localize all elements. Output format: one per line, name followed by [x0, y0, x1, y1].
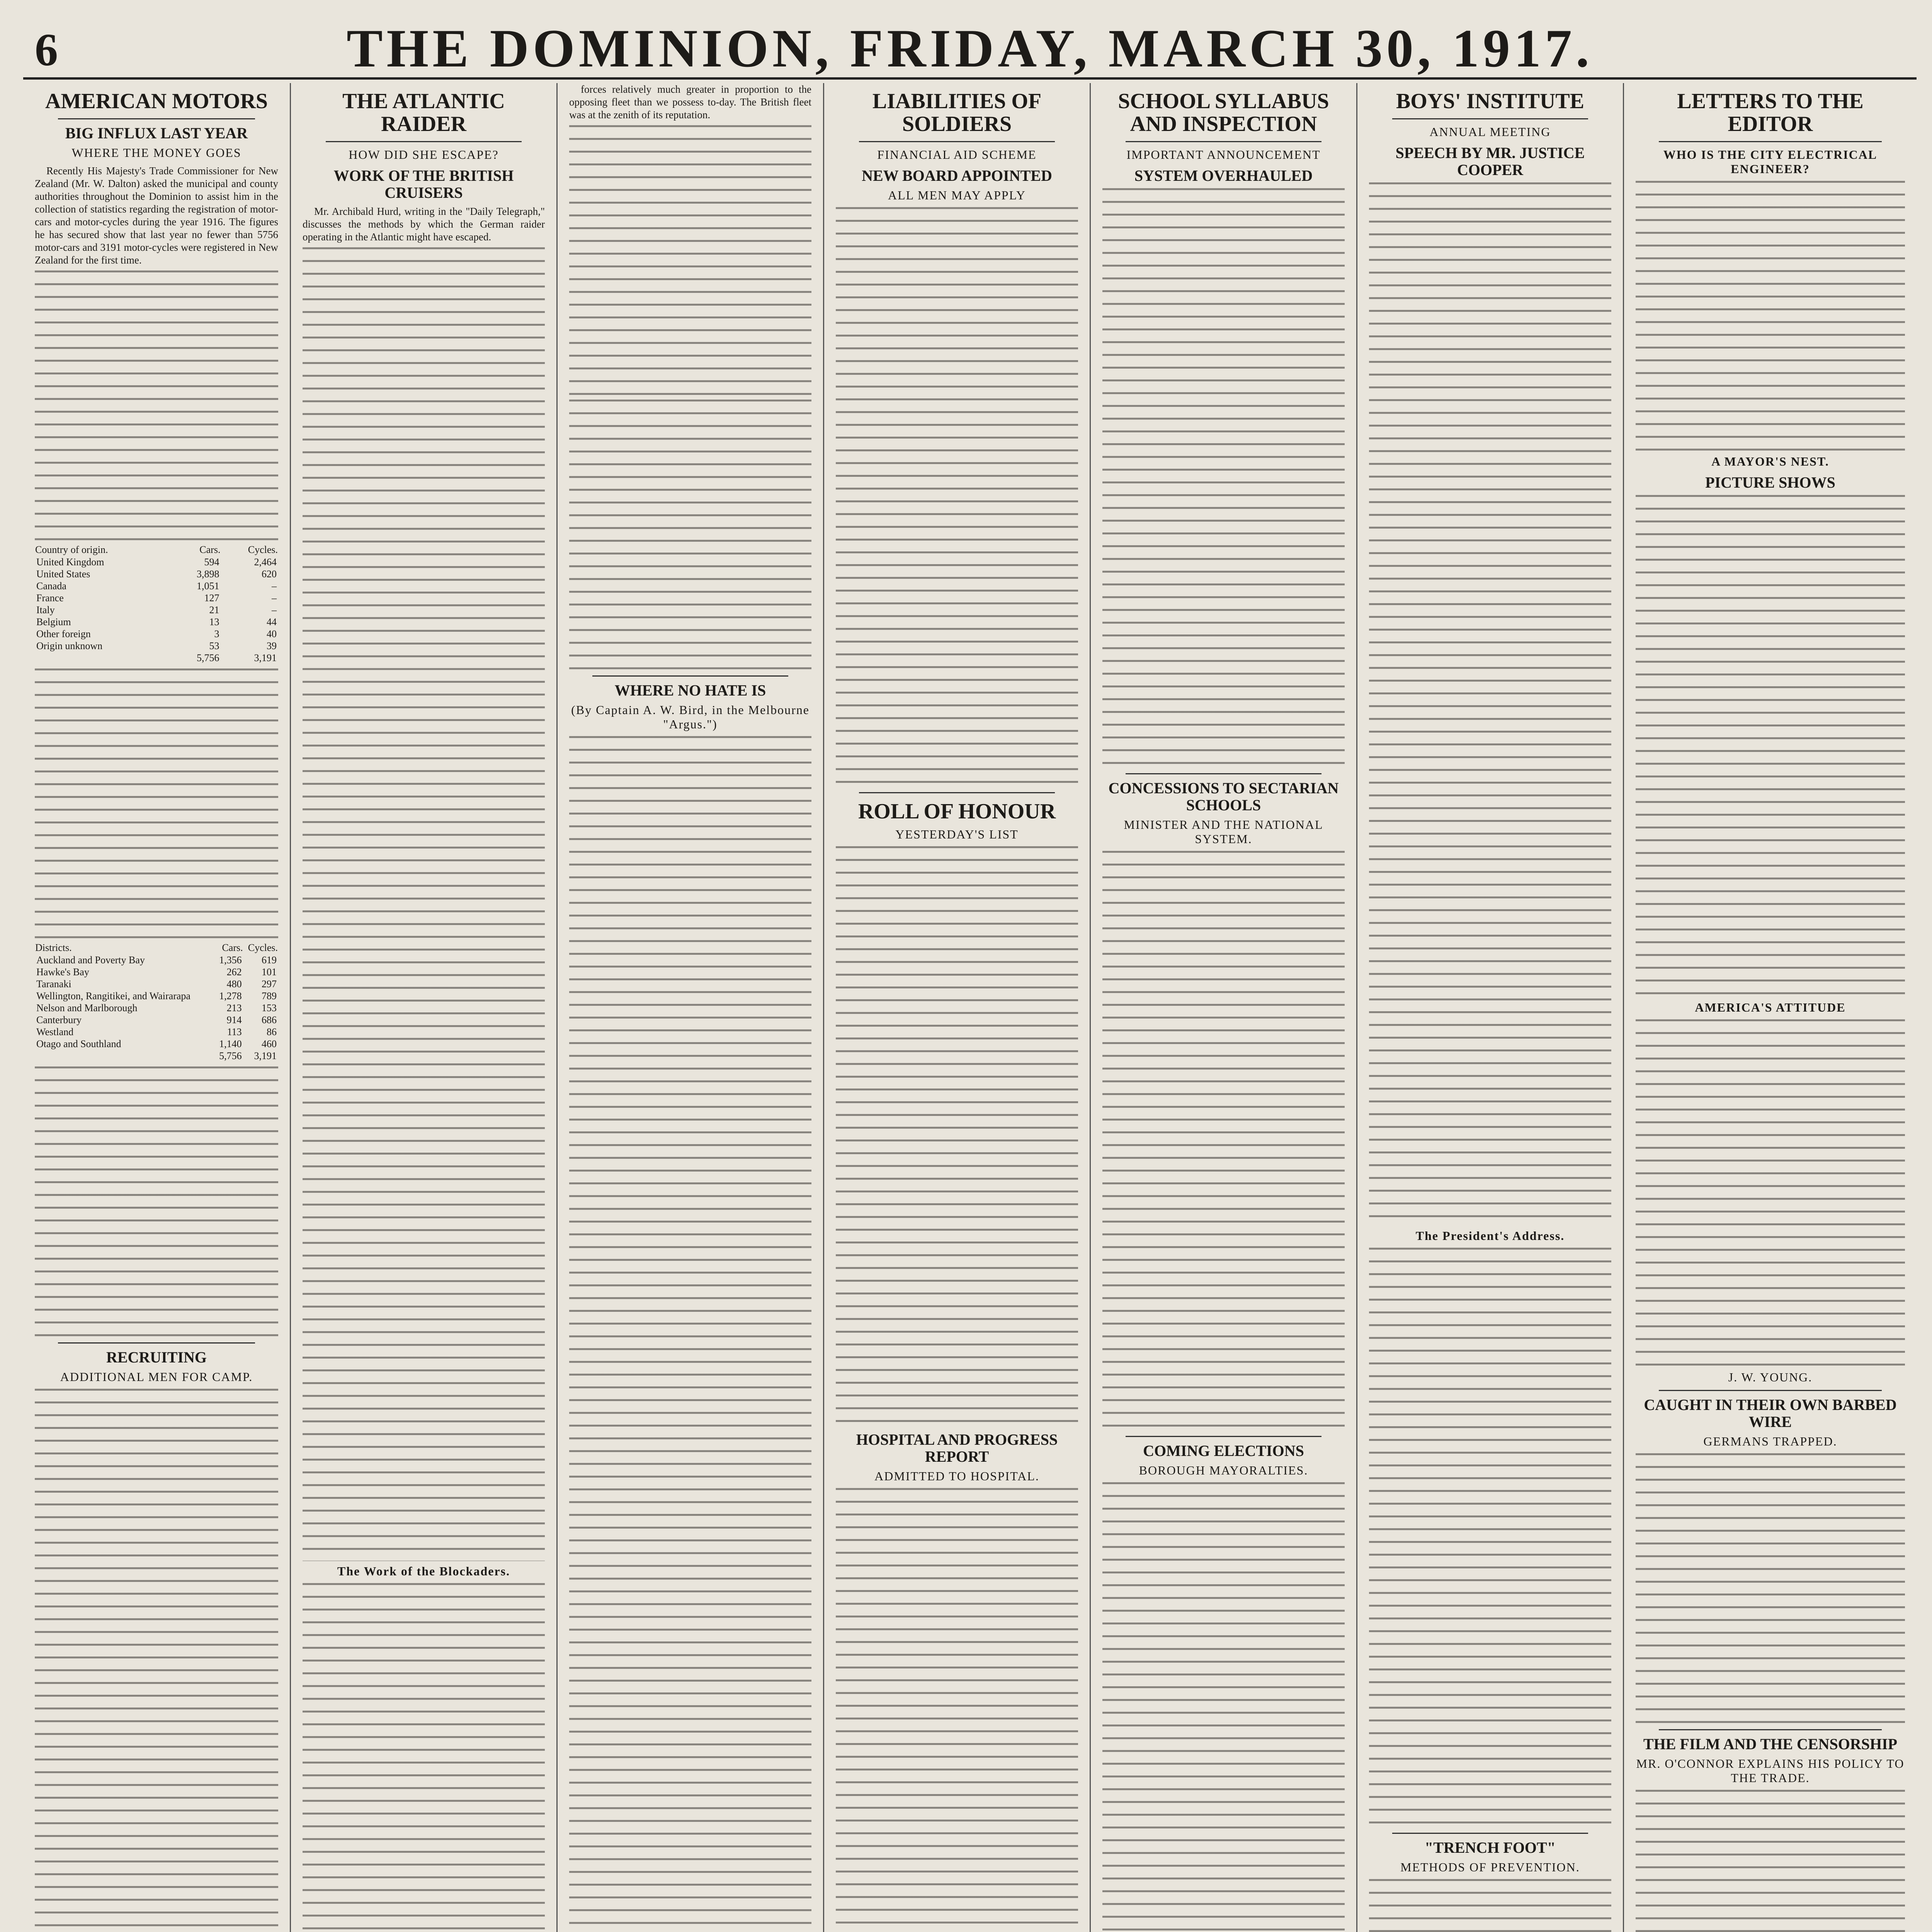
article-body [1369, 1879, 1611, 1932]
column-liabilities-of-soldiers [823, 83, 1090, 1932]
column-school-syllabus [1090, 83, 1356, 1932]
divider [859, 792, 1055, 793]
subheadline: METHODS OF PREVENTION. [1400, 1860, 1580, 1874]
subheadline: SPEECH BY MR. JUSTICE COOPER [1395, 144, 1585, 179]
table-row: Wellington, Rangitikei, and Wairarapa 1,278 789 [36, 990, 277, 1002]
article-body [1102, 851, 1345, 1430]
columns [23, 83, 1917, 1932]
table-row: Westland 113 86 [36, 1026, 277, 1037]
table-row: United States 3,898 620 [36, 568, 277, 580]
divider [1392, 1833, 1588, 1834]
subheadline: WORK OF THE BRITISH CRUISERS [333, 167, 514, 201]
table-row: Canterbury 914 686 [36, 1014, 277, 1026]
table-header: Country of origin. Cars. Cycles. [35, 544, 278, 555]
headline: THE ATLANTIC RAIDER [342, 89, 505, 136]
subheadline: WHERE THE MONEY GOES [71, 145, 242, 160]
table-row: Hawke's Bay 262 101 [36, 966, 277, 978]
letter-title: WHO IS THE CITY ELECTRICAL ENGINEER? [1663, 147, 1878, 176]
article-body [1369, 1248, 1611, 1827]
divider [58, 1342, 255, 1344]
article-intro: Recently His Majesty's Trade Commissioner for New Zealand (Mr. W. Dalton) asked the municipal and county authorities throughout the Dominion to assist him in the collection of statistics regarding the registration of motor-cars and motor-cycles during the year 1916. The figures he has secured show that last year no fewer than 5756 motor-cars and 3191 motor-cycles were registered in New Zealand for the first time. [35, 165, 278, 266]
divider [1392, 118, 1588, 119]
headline: SCHOOL SYLLABUS AND INSPECTION [1118, 89, 1329, 136]
article-body [569, 125, 811, 396]
headline: BOYS' INSTITUTE [1396, 89, 1585, 113]
article-intro: Mr. Archibald Hurd, writing in the "Daily Telegraph," discusses the methods by which the German raider operating in the Atlantic might have escaped. [303, 205, 545, 243]
article-body [1636, 1790, 1905, 1932]
divider [1126, 1436, 1321, 1437]
letter-body [1636, 495, 1905, 997]
headline: COMING ELECTIONS [1143, 1442, 1304, 1459]
divider [58, 118, 255, 119]
subheadline: MINISTER AND THE NATIONAL SYSTEM. [1124, 817, 1323, 846]
masthead [23, 8, 1917, 80]
article-body [569, 400, 811, 670]
divider [1659, 141, 1882, 142]
section-heading: The President's Address. [1415, 1228, 1565, 1243]
column-letters-to-the-editor [1623, 83, 1917, 1932]
headline: "TRENCH FOOT" [1425, 1838, 1556, 1856]
table-total-row: 5,756 3,191 [219, 1050, 277, 1061]
article-body [1102, 1482, 1345, 1932]
headline: HOSPITAL AND PROGRESS REPORT [856, 1431, 1058, 1466]
headline: CAUGHT IN THEIR OWN BARBED WIRE [1644, 1396, 1897, 1430]
origin-table [35, 543, 278, 664]
section-heading: The Work of the Blockaders. [337, 1564, 510, 1578]
casualty-list [836, 846, 1078, 1426]
subheadline: NEW BOARD APPOINTED [862, 167, 1052, 184]
divider [859, 141, 1055, 142]
subheadline: ALL MEN MAY APPLY [888, 188, 1026, 202]
headline: ROLL OF HONOUR [858, 799, 1056, 823]
column-raider-continued [556, 83, 823, 1932]
headline: LIABILITIES OF SOLDIERS [872, 89, 1042, 136]
page-number: 6 [35, 24, 58, 75]
subheadline: GERMANS TRAPPED. [1703, 1434, 1837, 1448]
divider [1659, 1390, 1882, 1391]
article-body [35, 668, 278, 939]
table-row: Italy 21 – [36, 604, 277, 616]
table-row: United Kingdom 594 2,464 [36, 556, 277, 568]
article-body [1369, 182, 1611, 1226]
subheadline: BOROUGH MAYORALTIES. [1139, 1463, 1308, 1477]
subheadline: MR. O'CONNOR EXPLAINS HIS POLICY TO THE TRADE. [1636, 1756, 1905, 1785]
subheadline: ANNUAL MEETING [1429, 124, 1551, 139]
table-row: Belgium 13 44 [36, 616, 277, 628]
subheadline: ADMITTED TO HOSPITAL. [874, 1469, 1039, 1483]
article-body [836, 207, 1078, 787]
letter-title: AMERICA'S ATTITUDE [1695, 1000, 1846, 1014]
hospital-list [836, 1488, 1078, 1932]
subheadline: SYSTEM OVERHAULED [1134, 167, 1313, 184]
article-body [1636, 1453, 1905, 1724]
headline: CONCESSIONS TO SECTARIAN SCHOOLS [1108, 779, 1339, 814]
poem-body [569, 736, 811, 1932]
table-row: Taranaki 480 297 [36, 978, 277, 990]
column-atlantic-raider [290, 83, 556, 1932]
headline: RECRUITING [106, 1348, 207, 1366]
divider [1659, 1729, 1882, 1730]
article-text: forces relatively much greater in proportion to the opposing fleet than we possess to-day. The British fleet was at the zenith of its reputation. [569, 83, 811, 121]
headline: AMERICAN MOTORS [45, 89, 268, 113]
table-row: Canada 1,051 – [36, 580, 277, 592]
headline: LETTERS TO THE EDITOR [1677, 89, 1864, 136]
table-row: Otago and Southland 1,140 460 [36, 1038, 277, 1049]
subheadline: ADDITIONAL MEN FOR CAMP. [60, 1369, 253, 1384]
article-body [303, 1583, 545, 1932]
article-body [35, 1066, 278, 1337]
subheadline: IMPORTANT ANNOUNCEMENT [1126, 147, 1321, 162]
table-row: Other foreign 3 40 [36, 628, 277, 639]
subheadline: YESTERDAY'S LIST [895, 827, 1019, 842]
subheadline: HOW DID SHE ESCAPE? [349, 147, 499, 162]
article-body [35, 1389, 278, 1932]
column-boys-institute [1356, 83, 1623, 1932]
table-header: Districts. Cars. Cycles. [35, 942, 278, 953]
divider [1126, 141, 1321, 142]
table-row: Origin unknown 53 39 [36, 640, 277, 651]
letter-title: A MAYOR'S NEST. [1711, 454, 1829, 468]
subheadline: FINANCIAL AID SCHEME [877, 147, 1037, 162]
divider [592, 675, 788, 677]
column-american-motors [23, 83, 290, 1932]
article-body [35, 270, 278, 541]
table-row: Nelson and Marlborough 213 153 [36, 1002, 277, 1014]
districts-table [35, 941, 278, 1062]
divider [326, 141, 522, 142]
letter-body [1636, 181, 1905, 451]
letter-title: PICTURE SHOWS [1705, 473, 1835, 491]
table-row: Auckland and Poverty Bay 1,356 619 [36, 954, 277, 966]
table-row: France 127 – [36, 592, 277, 604]
letter-body [1636, 1019, 1905, 1367]
page-title: THE DOMINION, FRIDAY, MARCH 30, 1917. [347, 19, 1593, 78]
headline: THE FILM AND THE CENSORSHIP [1643, 1735, 1898, 1753]
article-body [1102, 188, 1345, 768]
signature: J. W. YOUNG. [1728, 1370, 1813, 1384]
divider [1126, 773, 1321, 774]
table-total-row: 5,756 3,191 [196, 652, 277, 663]
headline: WHERE NO HATE IS [614, 682, 766, 699]
article-body [303, 247, 545, 1561]
subheadline: BIG INFLUX LAST YEAR [65, 124, 248, 142]
byline: (By Captain A. W. Bird, in the Melbourne "Argus.") [571, 703, 810, 731]
